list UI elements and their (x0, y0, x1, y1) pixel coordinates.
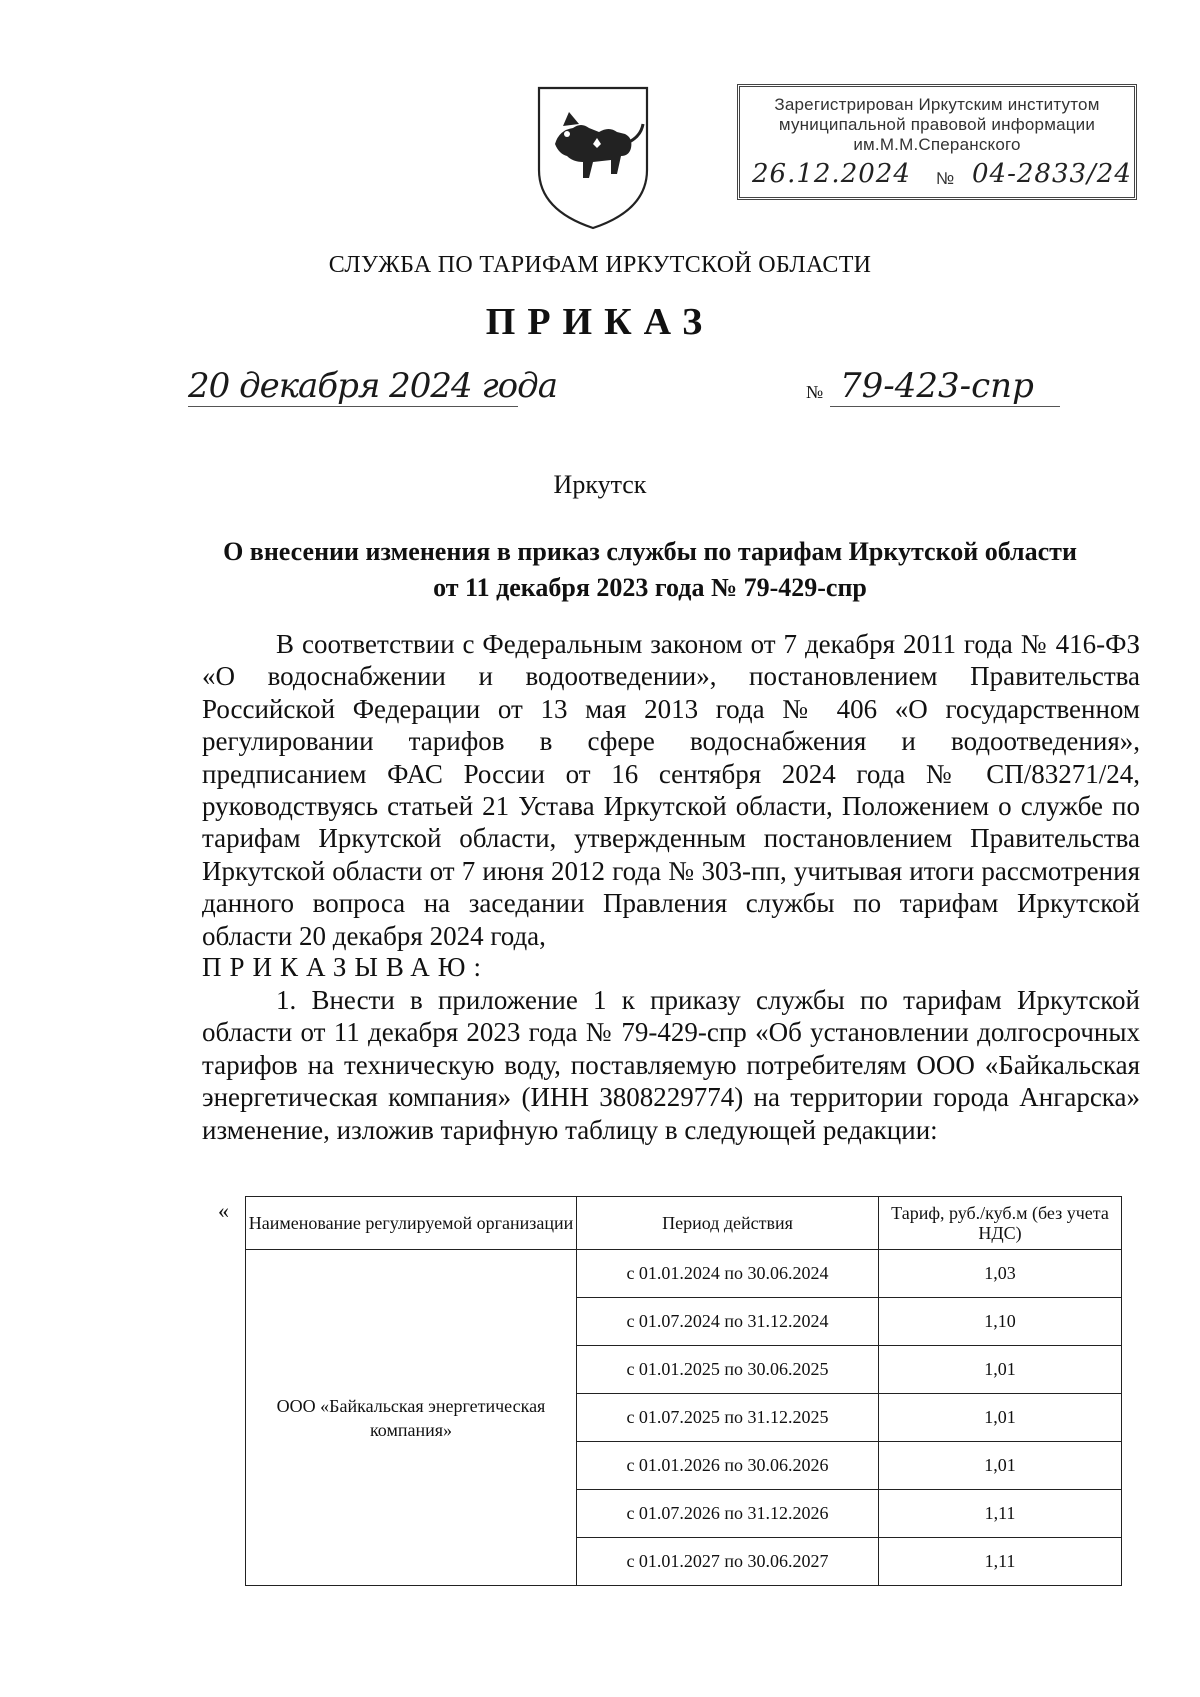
order-number-handwritten: 79-423-спр (840, 366, 1034, 406)
document-title (160, 534, 1140, 606)
table-header-row (246, 1197, 1122, 1250)
opening-quote-mark: « (218, 1198, 229, 1223)
stamp-date-handwritten: 26.12.2024 (752, 159, 911, 189)
header-tariff: Тариф, руб./куб.м (без учета НДС) (879, 1197, 1122, 1250)
tariff-cell: 1,01 (879, 1346, 1122, 1394)
tariff-cell: 1,11 (879, 1490, 1122, 1538)
tariff-table (245, 1196, 1122, 1586)
tariff-cell: 1,11 (879, 1538, 1122, 1586)
document-title-line-1: О внесении изменения в приказ службы по тарифам Иркутской области (223, 537, 1077, 566)
order-number-label: № (806, 382, 824, 402)
period-cell: с 01.07.2026 по 31.12.2026 (577, 1490, 879, 1538)
organization-cell: ООО «Байкальская энергетическая компания» (246, 1250, 577, 1586)
stamp-number-handwritten: 04-2833/24 (972, 159, 1132, 189)
table-body (246, 1250, 1122, 1586)
clause-1-paragraph: 1. Внести в приложение 1 к приказу службы по тарифам Иркутской области от 11 декабря 2023 года № 79-429-спр «Об установлении долгосрочных тарифов на техническую воду, поставляемую потребителям ООО «Байкальская энергетическая компания» (ИНН 3808229774) на территории города Ангарска» изменение, изложив тарифную таблицу в следующей редакции: (202, 985, 1140, 1145)
period-cell: с 01.01.2027 по 30.06.2027 (577, 1538, 879, 1586)
period-cell: с 01.01.2024 по 30.06.2024 (577, 1250, 879, 1298)
header-organization: Наименование регулируемой организации (246, 1197, 577, 1250)
stamp-line-2: муниципальной правовой информации (778, 115, 1096, 134)
stamp-line-3: им.М.М.Сперанского (853, 135, 1021, 154)
period-cell: с 01.01.2026 по 30.06.2026 (577, 1442, 879, 1490)
city-name: Иркутск (553, 470, 647, 499)
stamp-number-label: № (936, 169, 955, 188)
order-title: ПРИКАЗ (485, 301, 715, 343)
date-underline (188, 406, 518, 407)
period-cell: с 01.07.2025 по 31.12.2025 (577, 1394, 879, 1442)
header-period: Период действия (577, 1197, 879, 1250)
coat-of-arms-emblem (533, 82, 653, 232)
stamp-line-1: Зарегистрирован Иркутским институтом (774, 95, 1100, 114)
orders-heading: ПРИКАЗЫВАЮ: (202, 952, 489, 982)
period-cell: с 01.01.2025 по 30.06.2025 (577, 1346, 879, 1394)
order-date-handwritten: 20 декабря 2024 года (188, 366, 557, 406)
registration-stamp (737, 84, 1137, 200)
tariff-cell: 1,01 (879, 1394, 1122, 1442)
preamble-paragraph: В соответствии с Федеральным законом от 7 декабря 2011 года № 416-ФЗ «О водоснабжении и водоотведении», постановлением Правительства Российской Федерации от 13 мая 2013 года № 406 «О государственном регулировании тарифов в сфере водоснабжения и водоотведения», предписанием ФАС России от 16 сентября 2024 года № СП/83271/24, руководствуясь статьей 21 Устава Иркутской области, Положением о службе по тарифам Иркутской области, утвержденным постановлением Правительства Иркутской области от 7 июня 2012 года № 303-пп, учитывая итоги рассмотрения данного вопроса на заседании Правления службы по тарифам Иркутской области 20 декабря 2024 года, (202, 629, 1140, 951)
document-title-line-2: от 11 декабря 2023 года № 79-429-спр (433, 573, 867, 602)
period-cell: с 01.07.2024 по 31.12.2024 (577, 1298, 879, 1346)
tariff-cell: 1,01 (879, 1442, 1122, 1490)
table-row (246, 1250, 1122, 1298)
tariff-cell: 1,03 (879, 1250, 1122, 1298)
number-underline (830, 406, 1060, 407)
tariff-cell: 1,10 (879, 1298, 1122, 1346)
agency-name: СЛУЖБА ПО ТАРИФАМ ИРКУТСКОЙ ОБЛАСТИ (328, 252, 872, 278)
